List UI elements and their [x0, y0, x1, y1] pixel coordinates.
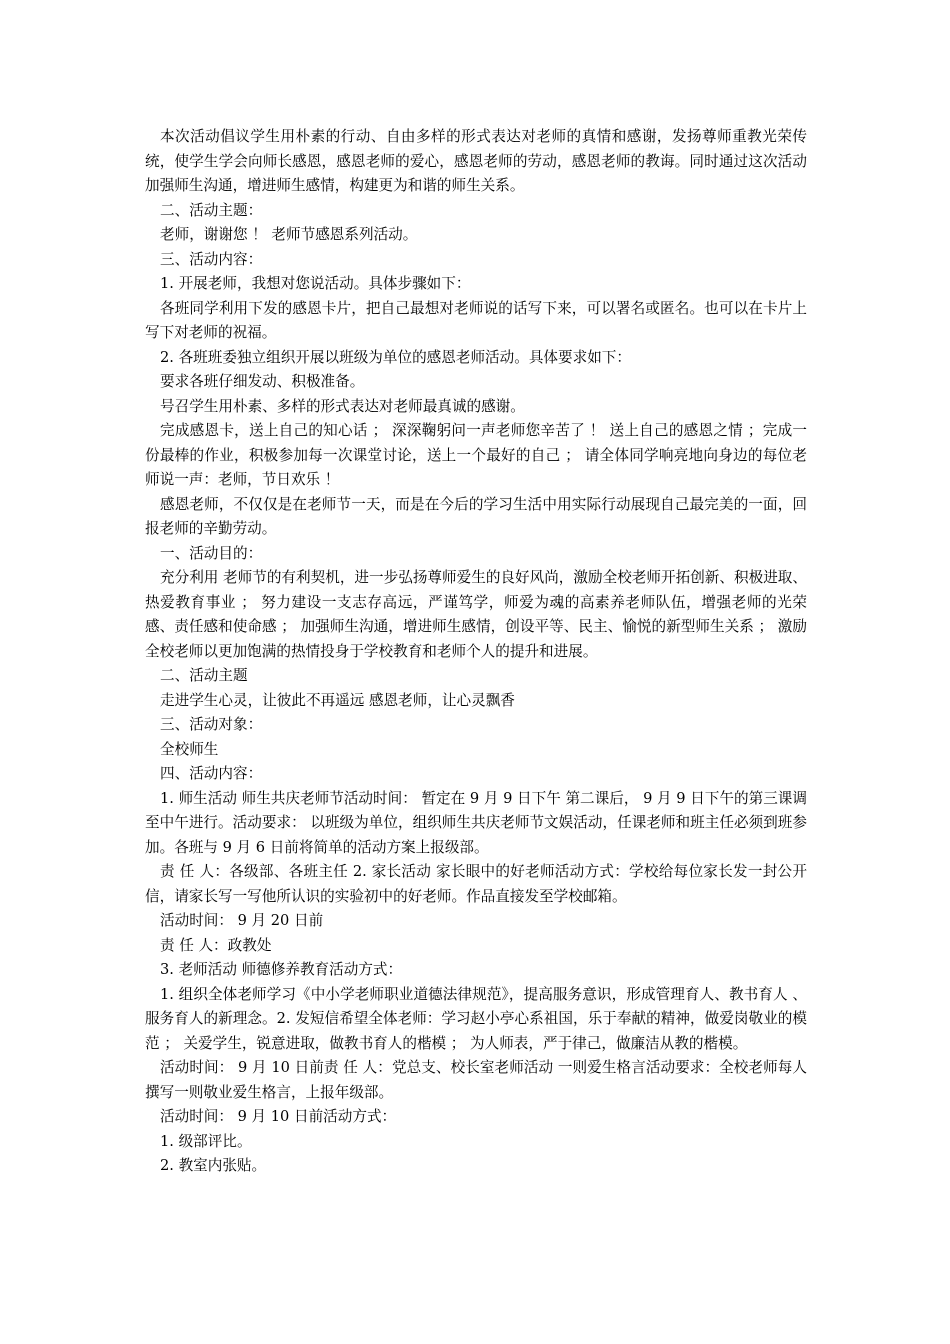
content-paragraph: 感恩老师，不仅仅是在老师节一天，而是在今后的学习生活中用实际行动展现自己最完美的一面，回报老师的辛勤劳动。: [145, 495, 807, 537]
document-body: [145, 125, 807, 1179]
content-paragraph: 责 任 人：政教处: [160, 936, 272, 954]
list-item: 1. 级部评比。: [160, 1132, 252, 1150]
content-paragraph: 1. 组织全体老师学习《中小学老师职业道德法律规范》，提高服务意识，形成管理育人、教书育人 、服务育人的新理念。2. 发短信希望全体老师：学习赵小亭心系祖国，乐于奉献的精神，做爱岗敬业的模范 ； 关爱学生，锐意进取，做教书育人的楷模 ； 为人师表，严于律己，做廉洁从教的楷模。: [145, 985, 807, 1052]
list-item: 2. 教室内张贴。: [160, 1157, 267, 1174]
content-paragraph: 完成感恩卡，送上自己的知心话 ； 深深鞠躬问一声老师您辛苦了 ！ 送上自己的感恩之情 ；完成一份最棒的作业，积极参加每一次课堂讨论，送上一个最好的自己 ； 请全体同学响亮地向身边的每位老师说一声：老师，节日欢乐 ！: [145, 422, 807, 488]
content-paragraph: 活动时间： 9 月 20 日前: [160, 912, 324, 929]
content-paragraph: 1. 师生活动 师生共庆老师节活动时间： 暂定在 9 月 9 日下午 第二课后， 9 月 9 日下午的第三课调至中午进行。活动要求： 以班级为单位，组织师生共庆老师节文娱活动，任课老师和班主任必须到班参加。各班与 9 月 6 日前将简单的活动方案上报级部。: [145, 789, 807, 856]
section-heading-theme: 二、活动主题：: [160, 201, 263, 219]
section-heading-theme-2: 二、活动主题: [160, 667, 248, 684]
theme-text: 老师，谢谢您 ！ 老师节感恩系列活动。: [160, 226, 418, 243]
content-paragraph: 各班同学利用下发的感恩卡片，把自己最想对老师说的话写下来，可以署名或匿名。也可以在卡片上写下对老师的祝福。: [145, 299, 807, 341]
section-heading-purpose: 一、活动目的：: [160, 544, 263, 562]
content-paragraph: 活动时间： 9 月 10 日前活动方式：: [160, 1108, 397, 1125]
section-heading-audience: 三、活动对象：: [160, 716, 263, 733]
section-heading-content: 三、活动内容：: [160, 250, 263, 268]
purpose-paragraph: 充分利用 老师节的有利契机，进一步弘扬尊师爱生的良好风尚，激励全校老师开拓创新、积极进取、热爱教育事业 ； 努力建设一支志存高远，严谨笃学，师爱为魂的高素养老师队伍，增强老师的光荣感、责任感和使命感 ； 加强师生沟通，增进师生感情，创设平等、民主、愉悦的新型师生关系 ； 激励全校老师以更加饱满的热情投身于学校教育和老师个人的提升和进展。: [145, 569, 807, 660]
content-paragraph: 责 任 人：各级部、各班主任 2. 家长活动 家长眼中的好老师活动方式：学校给每位家长发一封公开信，请家长写一写他所认识的实验初中的好老师。作品直接发至学校邮箱。: [145, 863, 807, 905]
theme-text-2: 走进学生心灵，让彼此不再遥远 感恩老师，让心灵飘香: [160, 691, 515, 709]
section-heading-content-2: 四、活动内容：: [160, 765, 263, 782]
content-paragraph: 活动时间： 9 月 10 日前责 任 人：党总支、校长室老师活动 一则爱生格言活动要求：全校老师每人撰写一则敬业爱生格言，上报年级部。: [145, 1059, 807, 1101]
content-item-2: 2. 各班班委独立组织开展以班级为单位的感恩老师活动。具体要求如下：: [160, 348, 631, 366]
intro-paragraph: 本次活动倡议学生用朴素的行动、自由多样的形式表达对老师的真情和感谢，发扬尊师重教光荣传统，使学生学会向师长感恩，感恩老师的爱心，感恩老师的劳动，感恩老师的教诲。同时通过这次活动加强师生沟通，增进师生感情，构建更为和谐的师生关系。: [145, 128, 807, 194]
content-paragraph: 3. 老师活动 师德修养教育活动方式：: [160, 961, 403, 978]
content-paragraph: 要求各班仔细发动、积极准备。: [160, 373, 365, 390]
audience-text: 全校师生: [160, 740, 219, 758]
content-paragraph: 号召学生用朴素、多样的形式表达对老师最真诚的感谢。: [160, 397, 525, 415]
content-item-1: 1. 开展老师，我想对您说活动。具体步骤如下：: [160, 275, 471, 292]
